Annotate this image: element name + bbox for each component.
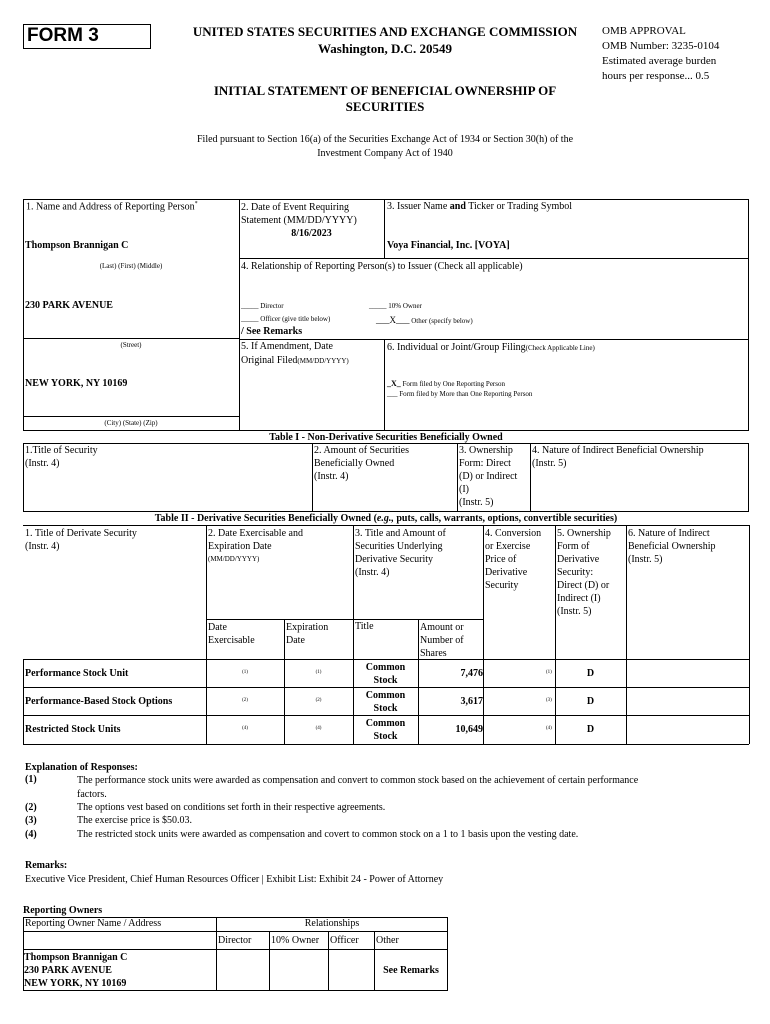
city-caption: (City) (State) (Zip): [104, 419, 158, 427]
row1-form: D: [586, 668, 595, 679]
row1-amount: 7,476: [460, 668, 483, 679]
row2-ex-note: (2): [242, 698, 248, 703]
table2-col4: 4. Conversion or Exercise Price of Derivative Security: [485, 528, 542, 591]
relationship-label: 4. Relationship of Reporting Person(s) to Issuer (Check all applicable): [241, 261, 523, 272]
group-filing-label: 6. Individual or Joint/Group Filing(Check Applicable Line): [387, 342, 595, 353]
issuer-label: 3. Issuer Name and Ticker or Trading Symbol: [387, 201, 573, 212]
owner-name-address: Thompson Brannigan C 230 PARK AVENUE NEW YORK, NY 10169: [24, 952, 128, 989]
reporting-person-street: 230 PARK AVENUE: [25, 300, 113, 311]
relationship-director: _____ Director: [241, 302, 284, 310]
table2-col6: 6. Nature of Indirect Beneficial Ownership (Instr. 5): [628, 528, 716, 565]
reporting-person-label: 1. Name and Address of Reporting Person*: [26, 201, 198, 213]
group-filing-one: _X_ Form filed by One Reporting Person: [387, 379, 505, 388]
filed-pursuant-2: Investment Company Act of 1940: [317, 148, 453, 159]
table2-sub-title: Title: [355, 621, 374, 632]
explanation-text-2: The options vest based on conditions set forth in their respective agreements.: [77, 802, 386, 813]
name-caption: (Last) (First) (Middle): [99, 262, 163, 270]
event-date-label: 2. Date of Event Requiring Statement (MM/DD/YYYY): [241, 202, 357, 226]
reporting-person-city: NEW YORK, NY 10169: [25, 378, 128, 389]
explanation-text-3: The exercise price is $50.03.: [77, 815, 192, 826]
omb-burden: Estimated average burden: [602, 55, 717, 67]
row3-ex-note: (4): [242, 726, 248, 731]
table2-col1: 1. Title of Derivate Security (Instr. 4): [25, 528, 137, 552]
owners-col-relationships: Relationships: [304, 918, 360, 929]
relationship-other: ___X___ Other (specify below): [376, 315, 473, 325]
omb-block: [602, 24, 719, 84]
owners-sub-other: Other: [376, 935, 399, 946]
omb-approval: OMB APPROVAL: [602, 25, 686, 37]
explanation-heading: Explanation of Responses:: [25, 762, 138, 773]
remarks-text: Executive Vice President, Chief Human Resources Officer | Exhibit List: Exhibit 24 - Power of Attorney: [25, 874, 444, 885]
explanation-num-4: (4): [25, 829, 37, 840]
explanation-num-1: (1): [25, 774, 37, 785]
table2-title: Table II - Derivative Securities Beneficially Owned (e.g., puts, calls, warrants, options, convertible securities): [154, 513, 618, 524]
filed-pursuant-1: Filed pursuant to Section 16(a) of the Securities Exchange Act of 1934 or Section 30(h) of the: [196, 134, 574, 145]
owners-sub-officer: Officer: [330, 935, 359, 946]
row1-ex-note: (1): [242, 670, 248, 675]
table2-sub-date-exercisable: Date Exercisable: [208, 622, 255, 646]
explanation-num-3: (3): [25, 815, 37, 826]
table1-col3: 3. Ownership Form: Direct (D) or Indirect (I) (Instr. 5): [459, 445, 518, 508]
amendment-label: 5. If Amendment, Date Original Filed(MM/DD/YYYY): [241, 341, 349, 366]
row1-price-note: (1): [546, 670, 552, 675]
row3-title: Common Stock: [365, 718, 406, 742]
table1-title: Table I - Non-Derivative Securities Beneficially Owned: [269, 432, 503, 443]
agency-location: Washington, D.C. 20549: [318, 41, 452, 56]
remarks-heading: Remarks:: [25, 860, 68, 871]
statement-title-1: INITIAL STATEMENT OF BENEFICIAL OWNERSHIP OF: [213, 83, 557, 98]
issuer-value: Voya Financial, Inc. [VOYA]: [387, 240, 510, 251]
row2-amount: 3,617: [460, 696, 483, 707]
table-row: Performance Stock Unit: [25, 668, 129, 679]
table2-sub-expiration: Expiration Date: [286, 622, 329, 646]
row2-form: D: [586, 696, 595, 707]
table1-col1: 1.Title of Security (Instr. 4): [25, 445, 98, 469]
row1-exp-note: (1): [315, 670, 322, 675]
group-filing-more: ___ Form filed by More than One Reporting Person: [387, 390, 533, 398]
row3-exp-note: (4): [315, 726, 322, 731]
street-caption: (Street): [120, 341, 142, 349]
table2-col3: 3. Title and Amount of Securities Underlying Derivative Security (Instr. 4): [355, 528, 446, 578]
row3-price-note: (4): [546, 726, 552, 731]
table2-sub-amount: Amount or Number of Shares: [420, 622, 464, 659]
relationship-remarks: / See Remarks: [241, 326, 303, 337]
agency-name: UNITED STATES SECURITIES AND EXCHANGE COMMISSION: [192, 24, 578, 39]
owners-heading: Reporting Owners: [23, 905, 103, 916]
table2-col5: 5. Ownership Form of Derivative Security: Direct (D) or Indirect (I) (Instr. 5): [557, 528, 611, 617]
table2-col2: 2. Date Exercisable and Expiration Date (MM/DD/YYYY): [208, 528, 303, 563]
omb-hours: hours per response... 0.5: [602, 70, 710, 82]
row3-amount: 10,649: [455, 724, 483, 735]
owners-sub-director: Director: [218, 935, 252, 946]
relationship-ten-pct: _____ 10% Owner: [369, 302, 422, 310]
explanation-text-1: The performance stock units were awarded as compensation and convert to common stock based on the achievement of certain performance factors.: [77, 775, 639, 800]
table-row: Performance-Based Stock Options: [25, 696, 173, 707]
omb-number: OMB Number: 3235-0104: [602, 40, 720, 52]
reporting-person-name: Thompson Brannigan C: [25, 240, 129, 251]
relationship-officer: _____ Officer (give title below): [241, 315, 331, 323]
owners-sub-ten-pct: 10% Owner: [271, 935, 320, 946]
table1-col4: 4. Nature of Indirect Beneficial Ownership (Instr. 5): [532, 445, 704, 469]
explanation-text-4: The restricted stock units were awarded as compensation and covert to common stock on a 1 to 1 basis upon the vesting date.: [77, 829, 579, 840]
row2-price-note: (3): [546, 698, 552, 703]
table1-col2: 2. Amount of Securities Beneficially Owned (Instr. 4): [314, 445, 409, 482]
row2-title: Common Stock: [365, 690, 406, 714]
table-row: Restricted Stock Units: [25, 724, 121, 735]
owners-col-name: Reporting Owner Name / Address: [25, 918, 162, 929]
form-label: FORM 3: [27, 25, 99, 46]
row2-exp-note: (2): [315, 698, 322, 703]
event-date-value: 8/16/2023: [291, 228, 332, 239]
row3-form: D: [586, 724, 595, 735]
owner-other-value: See Remarks: [383, 965, 439, 976]
explanation-num-2: (2): [25, 802, 37, 813]
statement-title-2: SECURITIES: [345, 99, 425, 114]
row1-title: Common Stock: [365, 662, 406, 686]
